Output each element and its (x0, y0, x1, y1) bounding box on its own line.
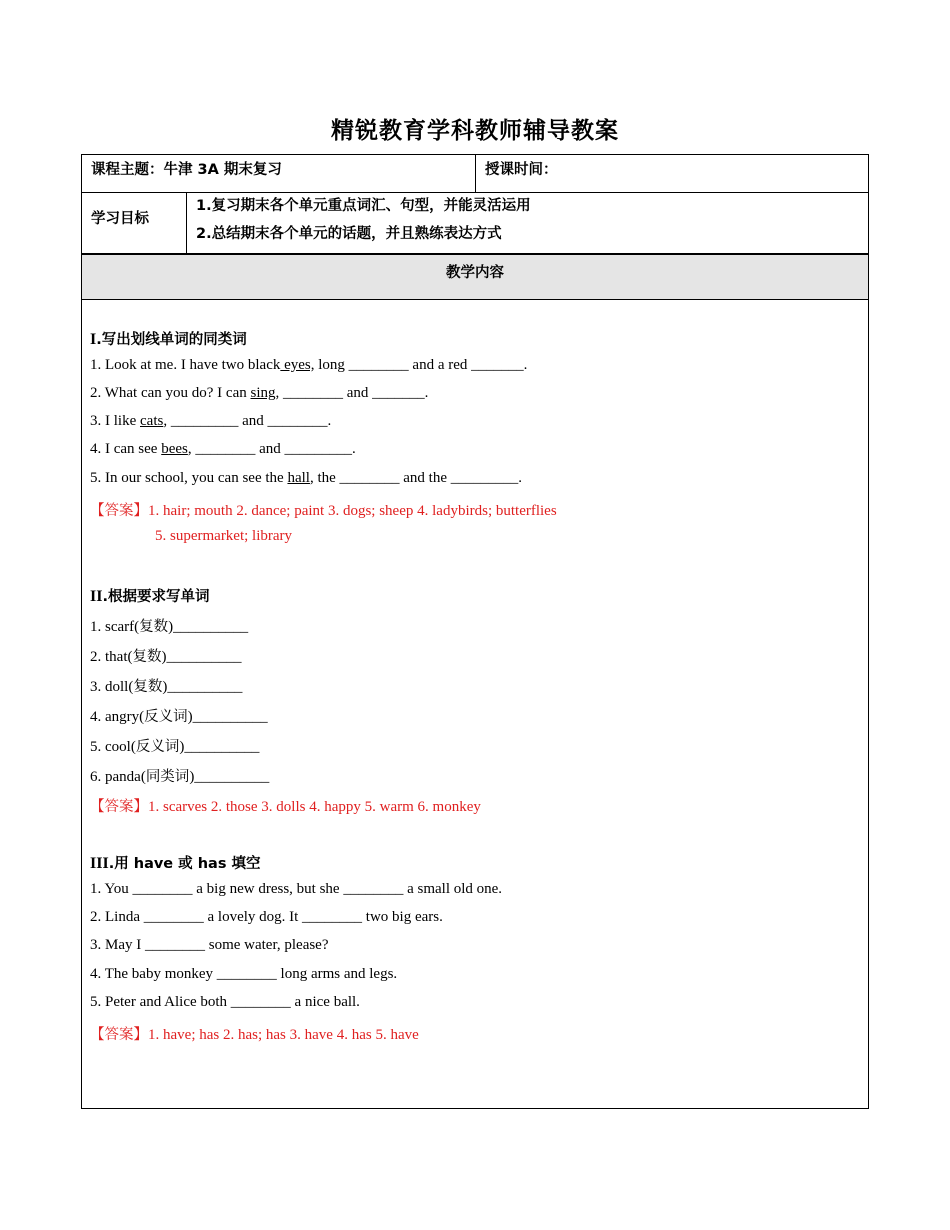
content-label: 教学内容 (446, 265, 504, 281)
exercise-2-4: 4. angry(反义词)__________ (90, 709, 268, 725)
exercise-3-5: 5. Peter and Alice both ________ a nice ball. (90, 994, 360, 1010)
goals-row (82, 193, 868, 254)
exercise-1-5: 5. In our school, you can see the hall, the ________ and the _________. (90, 470, 523, 486)
goals-label: 学习目标 (91, 211, 149, 227)
course-topic: 课程主题：牛津 3A 期末复习 (91, 162, 282, 178)
answer-3: 【答案】1. have; has 2. has; has 3. have 4. has 5. have (90, 1027, 419, 1043)
section-3-heading: III.用 have 或 has 填空 (90, 855, 261, 872)
content-header-row (82, 254, 868, 300)
exercise-2-3: 3. doll(复数)__________ (90, 679, 243, 695)
exercise-3-1: 1. You ________ a big new dress, but she ________ a small old one. (90, 881, 503, 897)
class-time: 授课时间： (485, 162, 558, 178)
exercise-3-4: 4. The baby monkey ________ long arms and legs. (90, 966, 398, 982)
section-1-heading: I.写出划线单词的同类词 (90, 331, 247, 348)
page-title: 精锐教育学科教师辅导教案 (331, 118, 619, 144)
section-2-heading: II.根据要求写单词 (90, 588, 210, 605)
exercise-1-1: 1. Look at me. I have two black eyes, long ________ and a red _______. (90, 357, 528, 373)
answer-2: 【答案】1. scarves 2. those 3. dolls 4. happy 5. warm 6. monkey (90, 799, 481, 815)
exercise-3-3: 3. May I ________ some water, please? (90, 937, 329, 953)
exercise-1-3: 3. I like cats, _________ and ________. (90, 413, 332, 429)
exercise-2-2: 2. that(复数)__________ (90, 649, 242, 665)
topic-row (82, 155, 868, 193)
goal-1: 1.复习期末各个单元重点词汇、句型，并能灵活运用 (196, 198, 531, 214)
answer-1-cont: 5. supermarket; library (155, 528, 293, 544)
goal-2: 2.总结期末各个单元的话题，并且熟练表达方式 (196, 226, 502, 242)
exercise-2-6: 6. panda(同类词)__________ (90, 769, 270, 785)
answer-1: 【答案】1. hair; mouth 2. dance; paint 3. dogs; sheep 4. ladybirds; butterflies (90, 503, 557, 519)
exercise-2-5: 5. cool(反义词)__________ (90, 739, 260, 755)
exercise-3-2: 2. Linda ________ a lovely dog. It ________ two big ears. (90, 909, 443, 925)
exercise-1-2: 2. What can you do? I can sing, ________ and _______. (90, 385, 429, 401)
exercise-1-4: 4. I can see bees, ________ and _________. (90, 441, 356, 457)
exercise-2-1: 1. scarf(复数)__________ (90, 619, 249, 635)
